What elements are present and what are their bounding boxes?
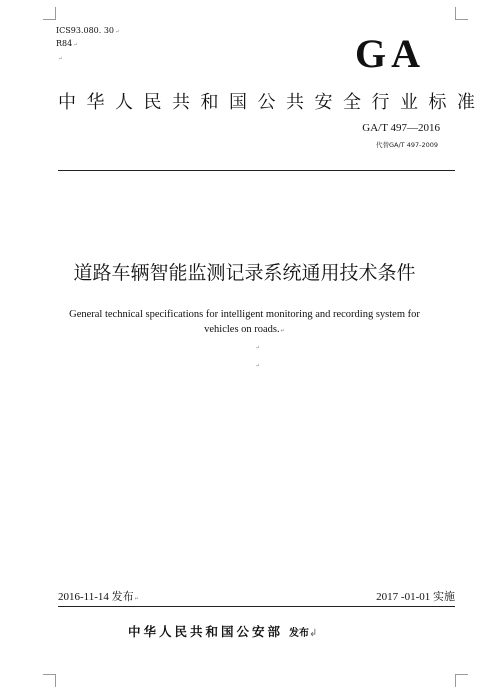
document-title-en-line2	[30, 322, 459, 339]
ccs-code	[56, 39, 77, 50]
return-mark: ↲	[309, 628, 318, 639]
publish-date-text: 2016-11-14 发布	[58, 591, 134, 603]
ga-logo: GA	[355, 31, 425, 76]
replaces-note: 代替GA/T 497-2009	[375, 141, 438, 149]
crop-mark-bottom-left	[43, 674, 56, 687]
paragraph-mark: ↵	[134, 597, 139, 602]
ics-code-text: ICS93.080. 30	[56, 26, 115, 35]
paragraph-mark: ↵	[115, 29, 120, 35]
footer-rule	[58, 606, 455, 607]
document-title-en-line2-text: vehicles on roads.	[204, 324, 280, 335]
document-title-en	[30, 307, 459, 339]
paragraph-mark: ↵	[280, 329, 285, 334]
paragraph-mark: ↵	[73, 42, 78, 48]
publish-date	[58, 591, 139, 606]
standard-title: 中华人民共和国公共安全行业标准	[58, 92, 486, 113]
crop-mark-bottom-right	[455, 674, 468, 687]
ics-code	[56, 26, 119, 37]
crop-mark-top-right	[455, 7, 468, 20]
standard-code: GA/T 497—2016	[362, 122, 440, 134]
crop-mark-top-left	[43, 7, 56, 20]
issued-label: 发布	[289, 628, 310, 639]
paragraph-mark: ↵	[58, 56, 63, 62]
document-title-cn: 道路车辆智能监测记录系统通用技术条件	[73, 262, 416, 284]
paragraph-mark: ↵	[255, 345, 260, 351]
issuing-authority	[128, 624, 317, 642]
document-title-en-line1: General technical specifications for intelligent monitoring and recording system for	[69, 309, 420, 320]
paragraph-mark: ↵	[255, 363, 260, 369]
effective-date: 2017 -01-01 实施	[376, 591, 455, 603]
ccs-code-text: R84	[56, 39, 73, 48]
issuer-name: 中华人民共和国公安部	[128, 624, 284, 639]
header-rule	[58, 170, 455, 171]
